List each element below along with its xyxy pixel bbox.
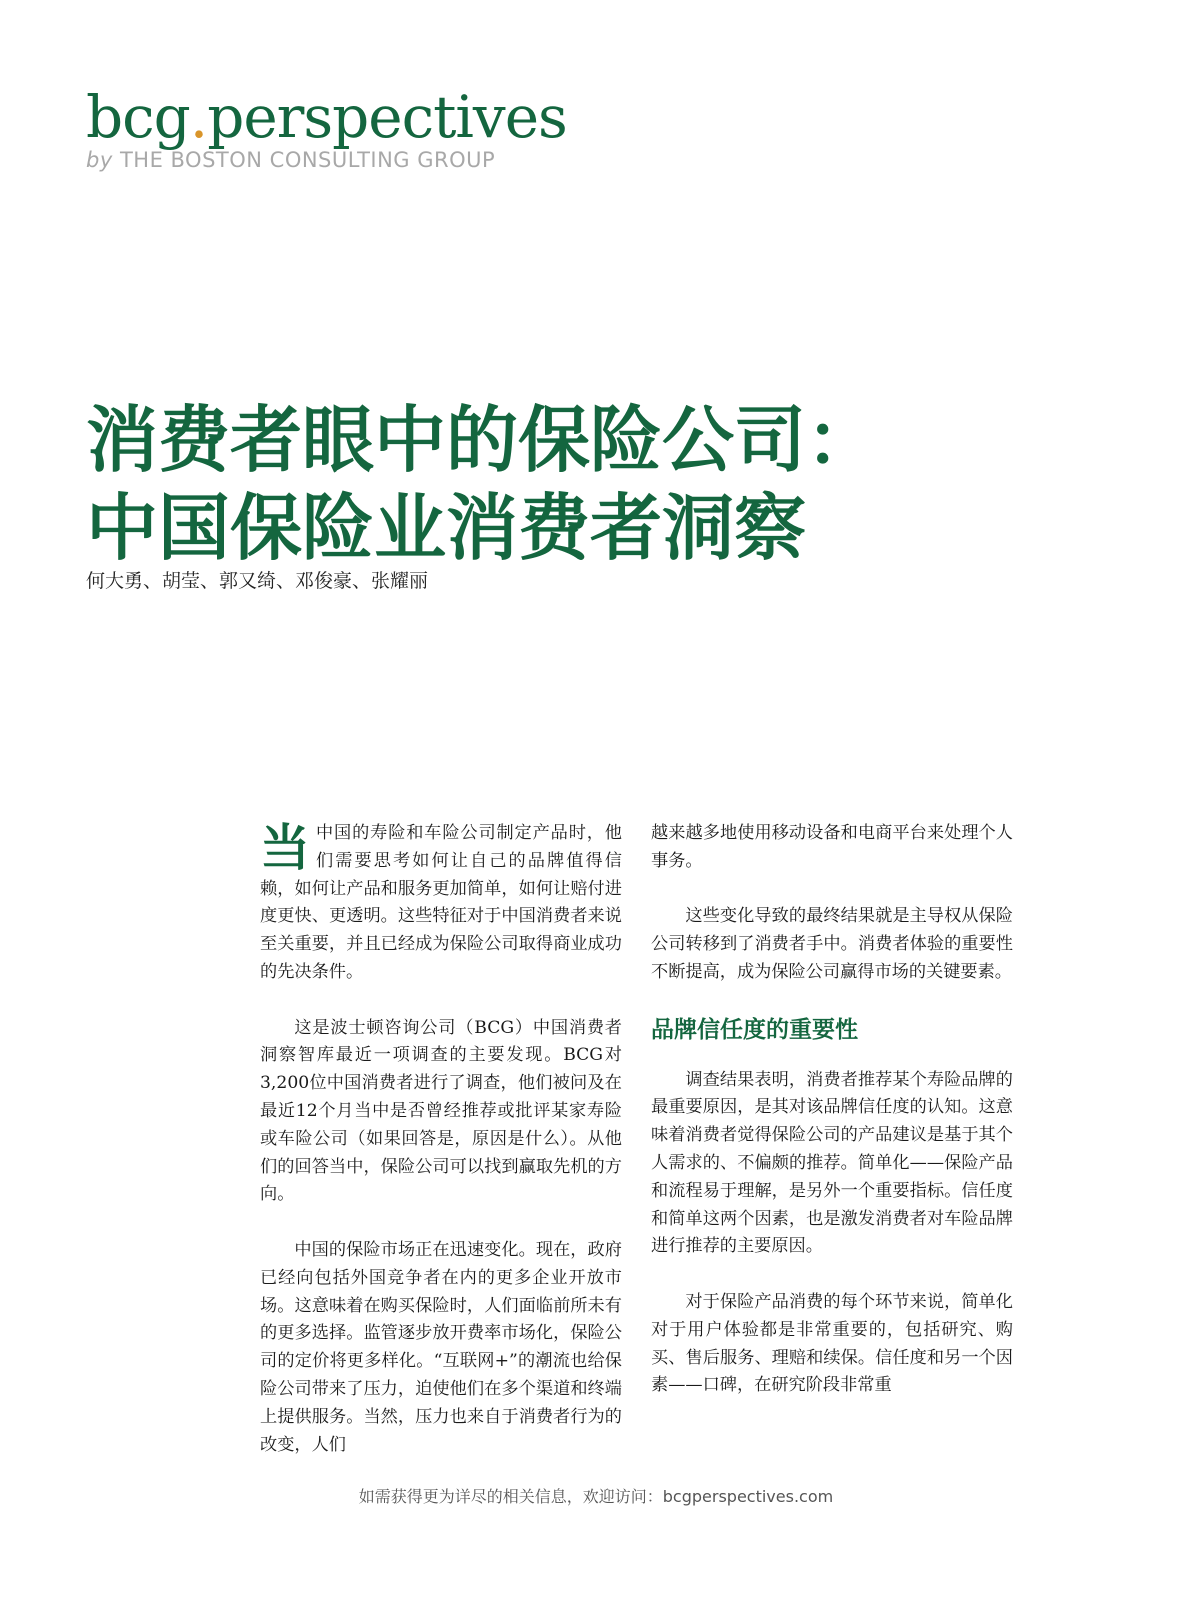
logo-by: by (86, 148, 113, 172)
bcg-perspectives-logo (86, 83, 606, 172)
paragraph-simplicity: 对于保险产品消费的每个环节来说，简单化对于用户体验都是非常重要的，包括研究、购买、售后服务、理赔和续保。信任度和另一个因素——口碑，在研究阶段非常重 (651, 1291, 1013, 1396)
body-column-left (260, 820, 622, 1487)
logo-wordmark (86, 83, 606, 151)
logo-bcg: bcg (86, 83, 190, 151)
logo-org: THE BOSTON CONSULTING GROUP (119, 148, 496, 172)
paragraph-intro (260, 820, 622, 987)
logo-dot: . (189, 83, 208, 151)
article-title-line1: 消费者眼中的保险公司： (86, 398, 879, 482)
footer-note: 如需获得更为详尽的相关信息，欢迎访问：bcgperspectives.com (358, 1487, 834, 1506)
article-title-line2: 中国保险业消费者洞察 (86, 486, 807, 570)
section-heading-brand-trust: 品牌信任度的重要性 (651, 1016, 858, 1043)
paragraph-continued: 越来越多地使用移动设备和电商平台来处理个人事务。 (651, 823, 1013, 871)
logo-perspectives: perspectives (207, 83, 567, 151)
drop-cap: 当 (260, 819, 310, 877)
paragraph-power-shift: 这些变化导致的最终结果就是主导权从保险公司转移到了消费者手中。消费者体验的重要性不断提高，成为保险公司赢得市场的关键要素。 (651, 906, 1013, 982)
article-authors: 何大勇、胡莹、郭又绮、邓俊豪、张耀丽 (86, 570, 429, 592)
article-title (86, 396, 986, 572)
paragraph-trust: 调查结果表明，消费者推荐某个寿险品牌的最重要原因，是其对该品牌信任度的认知。这意味着消费者觉得保险公司的产品建议是基于其个人需求的、不偏颇的推荐。简单化——保险产品和流程易于理解，是另外一个重要指标。信任度和简单这两个因素，也是激发消费者对车险品牌进行推荐的主要原因。 (651, 1069, 1013, 1257)
logo-subtitle (86, 148, 606, 172)
paragraph-intro-text: 中国的寿险和车险公司制定产品时，他们需要思考如何让自己的品牌值得信赖，如何让产品和服务更加简单，如何让赔付进度更快、更透明。这些特征对于中国消费者来说至关重要，并且已经成为保险公司取得商业成功的先决条件。 (260, 823, 622, 982)
paragraph-market: 中国的保险市场正在迅速变化。现在，政府已经向包括外国竞争者在内的更多企业开放市场。这意味着在购买保险时，人们面临前所未有的更多选择。监管逐步放开费率市场化，保险公司的定价将更多样化。“互联网+”的潮流也给保险公司带来了压力，迫使他们在多个渠道和终端上提供服务。当然，压力也来自于消费者行为的改变，人们 (260, 1239, 622, 1455)
body-column-right (651, 820, 1013, 1428)
paragraph-survey: 这是波士顿咨询公司（BCG）中国消费者洞察智库最近一项调查的主要发现。BCG对3,200位中国消费者进行了调查，他们被问及在最近12个月当中是否曾经推荐或批评某家寿险或车险公司（如果回答是，原因是什么）。从他们的回答当中，保险公司可以找到赢取先机的方向。 (260, 1017, 622, 1205)
